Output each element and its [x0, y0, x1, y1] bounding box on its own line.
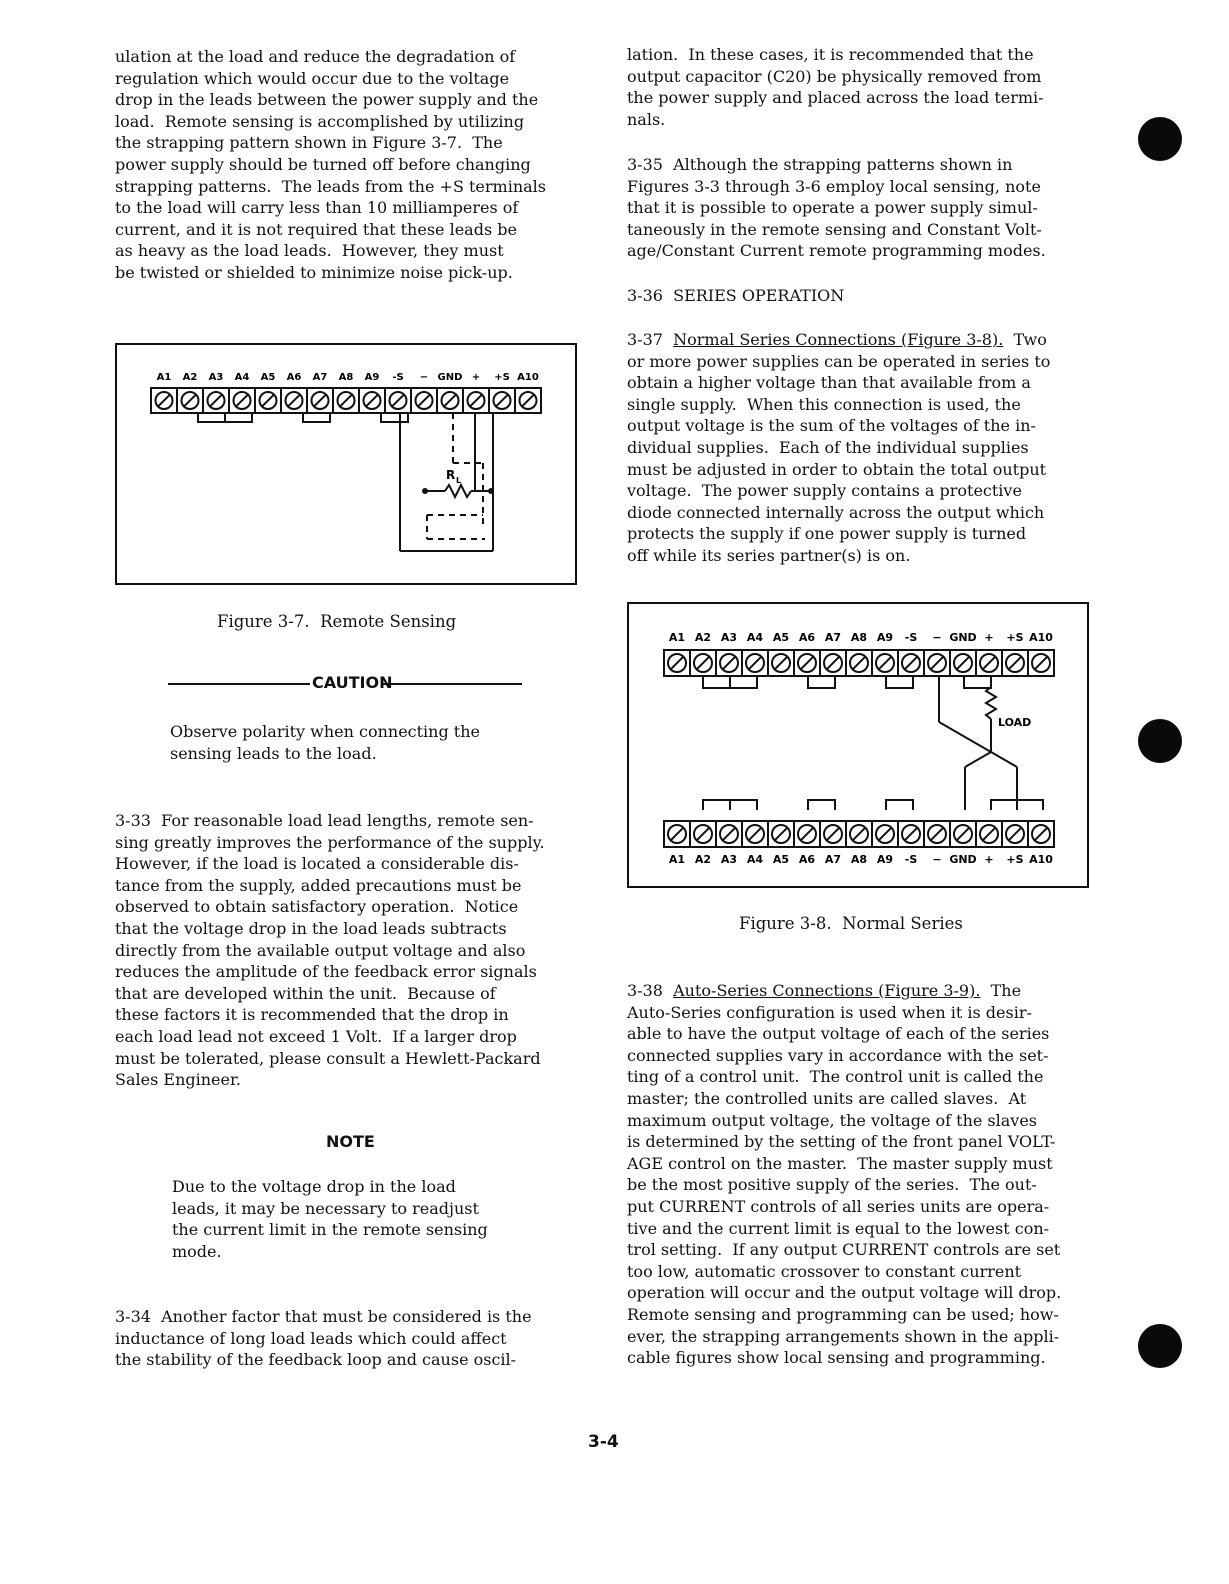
text-line: protects the supply if one power supply is turned — [627, 524, 1027, 544]
terminal-label: A1 — [156, 372, 172, 383]
text-line: sing greatly improves the performance of the supply. — [115, 832, 545, 852]
para-number: 3-38 — [627, 981, 663, 1000]
terminal-label: A2 — [694, 853, 712, 866]
terminal-label: A3 — [720, 853, 738, 866]
terminal-label: +S — [494, 372, 510, 383]
text-line: voltage. The power supply contains a protective — [627, 481, 1022, 501]
text-line: power supply should be turned off before changing — [115, 154, 531, 174]
text-line: that are developed within the unit. Because of — [115, 983, 496, 1003]
terminal — [898, 650, 924, 676]
text-line: Remote sensing and programming can be used; how- — [627, 1304, 1059, 1324]
caution-rule-right — [382, 683, 522, 685]
text-line: these factors it is recommended that the drop in — [115, 1005, 509, 1025]
terminal — [515, 388, 541, 413]
terminal-label: A4 — [234, 372, 250, 383]
terminal — [333, 388, 359, 413]
terminal-label: A7 — [824, 853, 842, 866]
text-line: the stability of the feedback loop and cause oscil- — [115, 1350, 517, 1370]
text-line: load. Remote sensing is accomplished by utilizing — [115, 111, 525, 131]
terminal-label: A5 — [772, 853, 790, 866]
paragraph-3-38 — [627, 980, 1061, 1369]
terminal — [463, 388, 489, 413]
paragraph-3-33 — [115, 810, 545, 1091]
terminal-label: A1 — [668, 631, 686, 644]
para-number: 3-37 — [627, 330, 663, 349]
text-line: able to have the output voltage of each of the series — [627, 1024, 1050, 1044]
binder-hole-bottom — [1138, 1324, 1182, 1368]
terminal — [690, 650, 716, 676]
text-line: that the voltage drop in the load leads subtracts — [115, 918, 507, 938]
terminal-label: -S — [904, 853, 918, 866]
para-text: Two — [1003, 330, 1047, 349]
text-line: must be tolerated, please consult a Hewlett-Packard — [115, 1048, 541, 1068]
text-line: 3-33 For reasonable load lead lengths, remote sen- — [115, 811, 534, 830]
text-line: as heavy as the load leads. However, they must — [115, 241, 504, 261]
text-line — [627, 980, 1061, 1002]
text-line: ting of a control unit. The control unit is called the — [627, 1067, 1044, 1087]
figure-3-8-caption: Figure 3-8. Normal Series — [739, 914, 963, 933]
terminal-label: A8 — [338, 372, 354, 383]
text-line: Due to the voltage drop in the load — [172, 1177, 456, 1196]
load-label: LOAD — [998, 716, 1032, 729]
text-line: reduces the amplitude of the feedback error signals — [115, 962, 537, 982]
text-line: dividual supplies. Each of the individual supplies — [627, 437, 1029, 457]
terminal-label: − — [932, 853, 942, 866]
terminal-label: A8 — [850, 853, 868, 866]
terminal — [229, 388, 255, 413]
terminal-label: + — [471, 372, 481, 383]
text-line — [627, 329, 1050, 351]
paragraph-3-34 — [115, 1306, 532, 1371]
text-line: off while its series partner(s) is on. — [627, 545, 911, 565]
text-line: 3-36 SERIES OPERATION — [627, 286, 845, 305]
caution-text — [170, 721, 480, 764]
text-line: output voltage is the sum of the voltages of the in- — [627, 416, 1036, 436]
paragraph-continued-left — [115, 46, 546, 284]
terminal — [489, 388, 515, 413]
text-line: the current limit in the remote sensing — [172, 1220, 488, 1240]
terminal — [768, 650, 794, 676]
terminal — [872, 650, 898, 676]
text-line: Sales Engineer. — [115, 1070, 241, 1090]
figure-3-7-diagram — [115, 343, 577, 585]
rl-label: R — [446, 468, 456, 482]
terminal — [846, 650, 872, 676]
terminal — [820, 821, 846, 847]
text-line: sensing leads to the load. — [170, 743, 377, 763]
terminal-label: A9 — [876, 631, 894, 644]
terminal-label: -S — [392, 372, 404, 383]
caution-heading: CAUTION — [312, 673, 393, 692]
terminal-label: GND — [437, 372, 463, 383]
text-line: that it is possible to operate a power supply simul- — [627, 198, 1038, 218]
terminal — [742, 821, 768, 847]
binder-hole-middle — [1138, 719, 1182, 763]
text-line: AGE control on the master. The master supply must — [627, 1153, 1053, 1173]
terminal — [385, 388, 411, 413]
paragraph-3-37 — [627, 329, 1050, 567]
terminal-label: A8 — [850, 631, 868, 644]
terminal-label: -S — [904, 631, 918, 644]
text-line: regulation which would occur due to the voltage — [115, 68, 510, 88]
terminal-strip — [664, 821, 1054, 847]
terminal-label: A5 — [772, 631, 790, 644]
terminal-label: − — [932, 631, 942, 644]
terminal-label: A9 — [876, 853, 894, 866]
terminal — [203, 388, 229, 413]
left-column — [115, 46, 546, 284]
terminal-label: A2 — [182, 372, 198, 383]
terminal — [742, 650, 768, 676]
terminal-label: A10 — [517, 372, 539, 383]
terminal-labels — [157, 372, 539, 383]
terminal — [950, 821, 976, 847]
terminal — [307, 388, 333, 413]
terminal-label: A7 — [312, 372, 328, 383]
terminal-label: A4 — [746, 631, 764, 644]
terminal — [872, 821, 898, 847]
terminal-label: A2 — [694, 631, 712, 644]
text-line: tive and the current limit is equal to the lowest con- — [627, 1218, 1050, 1238]
text-line: However, if the load is located a considerable dis- — [115, 854, 519, 874]
terminal — [716, 821, 742, 847]
terminal-label: A3 — [720, 631, 738, 644]
text-line: diode connected internally across the output which — [627, 502, 1045, 522]
text-line: strapping patterns. The leads from the +S terminals — [115, 176, 546, 196]
text-line: obtain a higher voltage than that available from a — [627, 373, 1031, 393]
terminal-label: A1 — [668, 853, 686, 866]
figure-3-8-diagram — [627, 602, 1089, 890]
terminal-label: + — [984, 853, 994, 866]
text-line: Auto-Series configuration is used when it is desir- — [627, 1002, 1032, 1022]
terminal — [255, 388, 281, 413]
terminal — [924, 650, 950, 676]
terminal — [359, 388, 385, 413]
text-line: be twisted or shielded to minimize noise pick-up. — [115, 262, 513, 282]
terminal-label: A10 — [1029, 853, 1053, 866]
text-line: maximum output voltage, the voltage of the slaves — [627, 1110, 1038, 1130]
paragraph-continued-right — [627, 44, 1044, 130]
terminal — [950, 650, 976, 676]
text-line: too low, automatic crossover to constant current — [627, 1261, 1022, 1281]
text-line: ever, the strapping arrangements shown in the appli- — [627, 1326, 1060, 1346]
terminal — [411, 388, 437, 413]
page-number: 3-4 — [588, 1432, 619, 1452]
text-line: the strapping pattern shown in Figure 3-7. The — [115, 133, 503, 153]
terminal — [976, 650, 1002, 676]
figure-3-7-caption: Figure 3-7. Remote Sensing — [217, 612, 457, 631]
para-text: The — [980, 981, 1022, 1000]
text-line: trol setting. If any output CURRENT controls are set — [627, 1240, 1061, 1260]
text-line: master; the controlled units are called slaves. At — [627, 1088, 1027, 1108]
terminal — [664, 650, 690, 676]
terminal-label: − — [419, 372, 429, 383]
section-heading-3-36 — [627, 285, 844, 307]
terminal — [716, 650, 742, 676]
text-line: taneously in the remote sensing and Constant Volt- — [627, 219, 1042, 239]
terminal-label: A6 — [798, 631, 816, 644]
caution-rule-left — [168, 683, 310, 685]
text-line: the power supply and placed across the load termi- — [627, 88, 1044, 108]
terminal-label: +S — [1006, 853, 1024, 866]
terminal — [1002, 650, 1028, 676]
note-heading: NOTE — [326, 1132, 375, 1151]
terminal — [177, 388, 203, 413]
text-line: connected supplies vary in accordance with the set- — [627, 1045, 1049, 1065]
text-line: inductance of long load leads which could affect — [115, 1328, 507, 1348]
text-line: leads, it may be necessary to readjust — [172, 1198, 479, 1218]
text-line: output capacitor (C20) be physically removed from — [627, 66, 1042, 86]
terminal-label: A6 — [798, 853, 816, 866]
terminal — [924, 821, 950, 847]
terminal — [664, 821, 690, 847]
terminal-label: A9 — [364, 372, 380, 383]
text-line: single supply. When this connection is used, the — [627, 394, 1021, 414]
text-line: lation. In these cases, it is recommended that the — [627, 45, 1034, 64]
terminal — [820, 650, 846, 676]
terminal — [1028, 821, 1054, 847]
text-line: be the most positive supply of the series. The out- — [627, 1175, 1037, 1195]
terminal-label: A6 — [286, 372, 302, 383]
text-line: cable figures show local sensing and programming. — [627, 1348, 1046, 1368]
text-line: Observe polarity when connecting the — [170, 722, 481, 741]
text-line: current, and it is not required that these leads be — [115, 219, 517, 239]
text-line: drop in the leads between the power supply and the — [115, 90, 539, 110]
terminal — [794, 821, 820, 847]
terminal — [898, 821, 924, 847]
text-line: operation will occur and the output voltage will drop. — [627, 1283, 1062, 1303]
text-line: ulation at the load and reduce the degradation of — [115, 47, 516, 66]
terminal — [151, 388, 177, 413]
text-line: or more power supplies can be operated in series to — [627, 351, 1051, 371]
para-title: Normal Series Connections (Figure 3-8). — [673, 330, 1004, 349]
terminal-label: A10 — [1029, 631, 1053, 644]
terminal-label: A7 — [824, 631, 842, 644]
terminal — [1002, 821, 1028, 847]
text-line: nals. — [627, 109, 666, 129]
terminal — [437, 388, 463, 413]
terminal-label: A5 — [260, 372, 276, 383]
terminal — [768, 821, 794, 847]
text-line: directly from the available output voltage and also — [115, 940, 526, 960]
terminal — [1028, 650, 1054, 676]
para-title: Auto-Series Connections (Figure 3-9). — [673, 981, 981, 1000]
text-line: age/Constant Current remote programming modes. — [627, 241, 1046, 261]
text-line: each load lead not exceed 1 Volt. If a larger drop — [115, 1026, 517, 1046]
terminal — [976, 821, 1002, 847]
rl-subscript: L — [456, 476, 462, 485]
paragraph-3-35 — [627, 154, 1046, 262]
text-line: 3-35 Although the strapping patterns shown in — [627, 155, 1013, 174]
terminal — [281, 388, 307, 413]
terminal — [794, 650, 820, 676]
text-line: mode. — [172, 1241, 222, 1261]
terminal-label: A4 — [746, 853, 764, 866]
binder-hole-top — [1138, 117, 1182, 161]
text-line: to the load will carry less than 10 milliamperes of — [115, 198, 519, 218]
text-line: put CURRENT controls of all series units are opera- — [627, 1196, 1050, 1216]
text-line: tance from the supply, added precautions must be — [115, 875, 522, 895]
terminal-labels — [669, 631, 1053, 644]
terminal-label: A3 — [208, 372, 224, 383]
terminal-label: GND — [949, 853, 977, 866]
note-text — [172, 1176, 488, 1262]
text-line: must be adjusted in order to obtain the total output — [627, 459, 1047, 479]
text-line: observed to obtain satisfactory operation. Notice — [115, 897, 519, 917]
terminal-label: + — [984, 631, 994, 644]
terminal-label: GND — [949, 631, 977, 644]
text-line: Figures 3-3 through 3-6 employ local sensing, note — [627, 176, 1041, 196]
text-line: 3-34 Another factor that must be considered is the — [115, 1307, 532, 1326]
terminal-strip — [664, 650, 1054, 676]
terminal-labels — [669, 853, 1053, 866]
terminal-strip — [151, 388, 541, 413]
terminal-label: +S — [1006, 631, 1024, 644]
text-line: is determined by the setting of the front panel VOLT- — [627, 1132, 1056, 1152]
terminal — [846, 821, 872, 847]
terminal — [690, 821, 716, 847]
